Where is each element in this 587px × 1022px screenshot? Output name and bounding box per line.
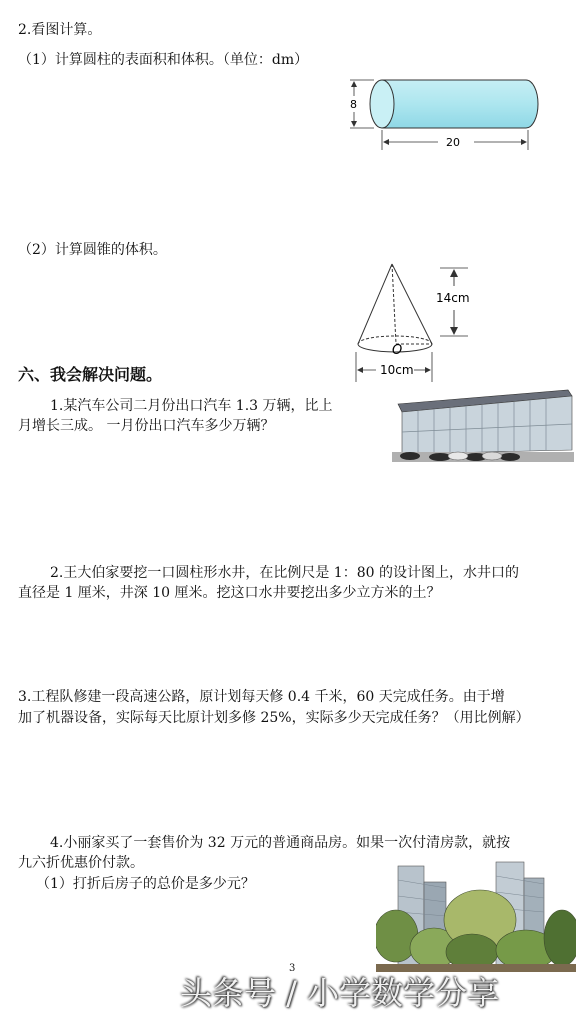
problem-4-line-1: 4.小丽家买了一套售价为 32 万元的普通商品房。如果一次付清房款，就按 [50,835,511,851]
cone-height-label: 14cm [436,291,470,305]
problem-1-line-2: 月增长三成。 一月份出口汽车多少万辆？ [18,418,275,434]
cone-figure [348,258,478,383]
cylinder-top-ellipse [370,80,394,128]
problem-3-line-2: 加了机器设备，实际每天比原计划多修 25%，实际多少天完成任务？（用比例解） [18,710,530,726]
car-dealership-image [388,384,578,470]
apartment-buildings-image [376,860,576,972]
cylinder-length-label: 20 [446,136,460,149]
question-cylinder: （1）计算圆柱的表面积和体积。（单位：dm） [18,52,309,68]
problem-4-line-2: 九六折优惠价付款。 [18,855,144,871]
section-6-heading: 六、我会解决问题。 [18,365,163,384]
problem-2-line-2: 直径是 1 厘米，井深 10 厘米。挖这口水井要挖出多少立方米的土？ [18,585,441,601]
cone-diameter-label: 10cm [380,363,414,377]
cone-center-label: O [392,343,403,358]
problem-2-line-1: 2.王大伯家要挖一口圆柱形水井，在比例尺是 1：80 的设计图上，水井口的 [50,565,519,581]
watermark: 头条号 / 小学数学分享 [180,974,500,1012]
problem-3-line-1: 3.工程队修建一段高速公路，原计划每天修 0.4 千米，60 天完成任务。由于增 [18,689,505,705]
problem-4-question-1: （1）打折后房子的总价是多少元？ [36,876,255,892]
question-cone: （2）计算圆锥的体积。 [18,242,167,258]
problem-1-line-1: 1.某汽车公司二月份出口汽车 1.3 万辆，比上 [50,398,333,414]
page-number: 3 [289,963,296,974]
cylinder-figure [330,70,550,155]
section-2-title: 2.看图计算。 [18,22,102,38]
cylinder-height-label: 8 [350,98,357,111]
